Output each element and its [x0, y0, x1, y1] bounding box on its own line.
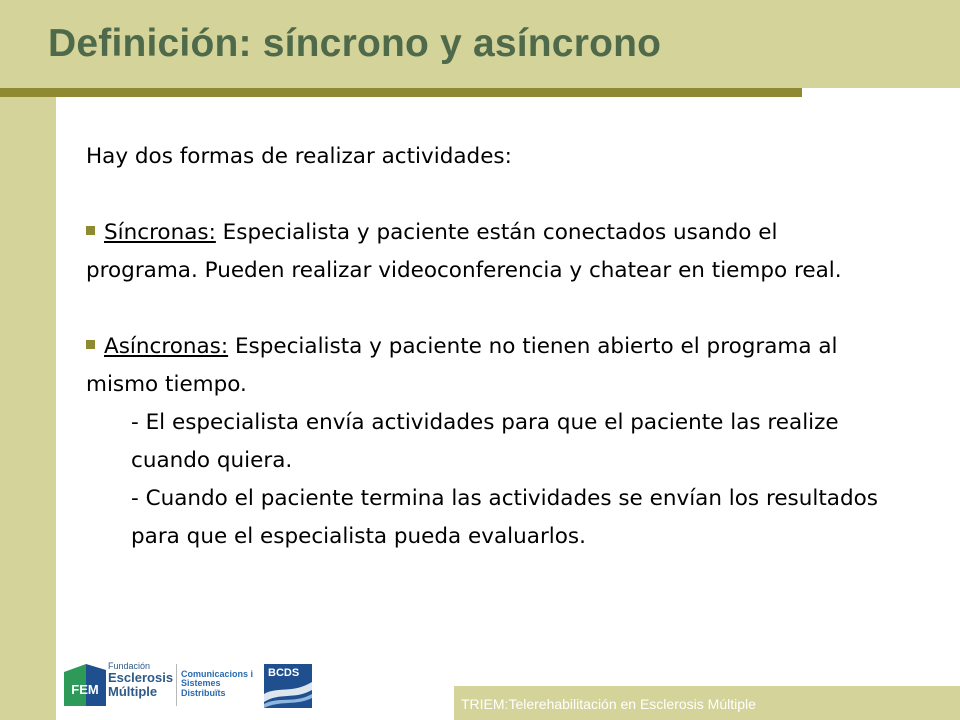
square-bullet-icon	[86, 226, 95, 235]
spacer	[86, 176, 896, 214]
fem-logo-abbr: FEM	[71, 682, 99, 697]
bullet-text: Especialista y paciente están conectados usando el programa. Pueden realizar videoconferencia y chatear en tiempo real.	[86, 220, 842, 283]
spacer	[86, 290, 896, 328]
left-accent-band	[0, 0, 56, 720]
logo-divider	[176, 664, 177, 706]
title-divider	[0, 88, 802, 97]
com-logo-line: Comunicacions i	[181, 669, 254, 679]
bullet-term: Síncronas:	[104, 220, 216, 245]
footer-text: TRIEM:Telerehabilitación en Esclerosis Múltiple	[461, 696, 756, 712]
bcds-logo-text: BCDS	[268, 667, 300, 679]
com-logo-line: Distribuïts	[181, 687, 226, 698]
fem-logo-text	[108, 662, 173, 699]
bullet-text: Especialista y paciente no tienen abierto el programa al mismo tiempo.	[86, 334, 838, 397]
fem-logo-line: Múltiple	[108, 684, 158, 700]
slide-title: Definición: síncrono y asíncrono	[48, 22, 662, 65]
comunicacions-logo-text	[181, 670, 253, 698]
sub-item: - El especialista envía actividades para que el paciente las realize cuando quiera.	[131, 410, 839, 473]
fem-logo-icon	[64, 664, 106, 706]
slide-body	[86, 138, 896, 556]
square-bullet-icon	[86, 340, 95, 349]
bullet-term: Asíncronas:	[104, 334, 229, 359]
fem-logo-line: Fundación	[108, 661, 151, 671]
intro-text: Hay dos formas de realizar actividades:	[86, 144, 512, 169]
bullet-sincronas	[86, 214, 896, 290]
bullet-asincronas	[86, 328, 896, 404]
sub-item: - Cuando el paciente termina las actividades se envían los resultados para que el especialista pueda evaluarlos.	[131, 486, 878, 549]
fem-logo-line: Esclerosis	[108, 670, 174, 686]
com-logo-line: Sistemes	[181, 678, 221, 689]
